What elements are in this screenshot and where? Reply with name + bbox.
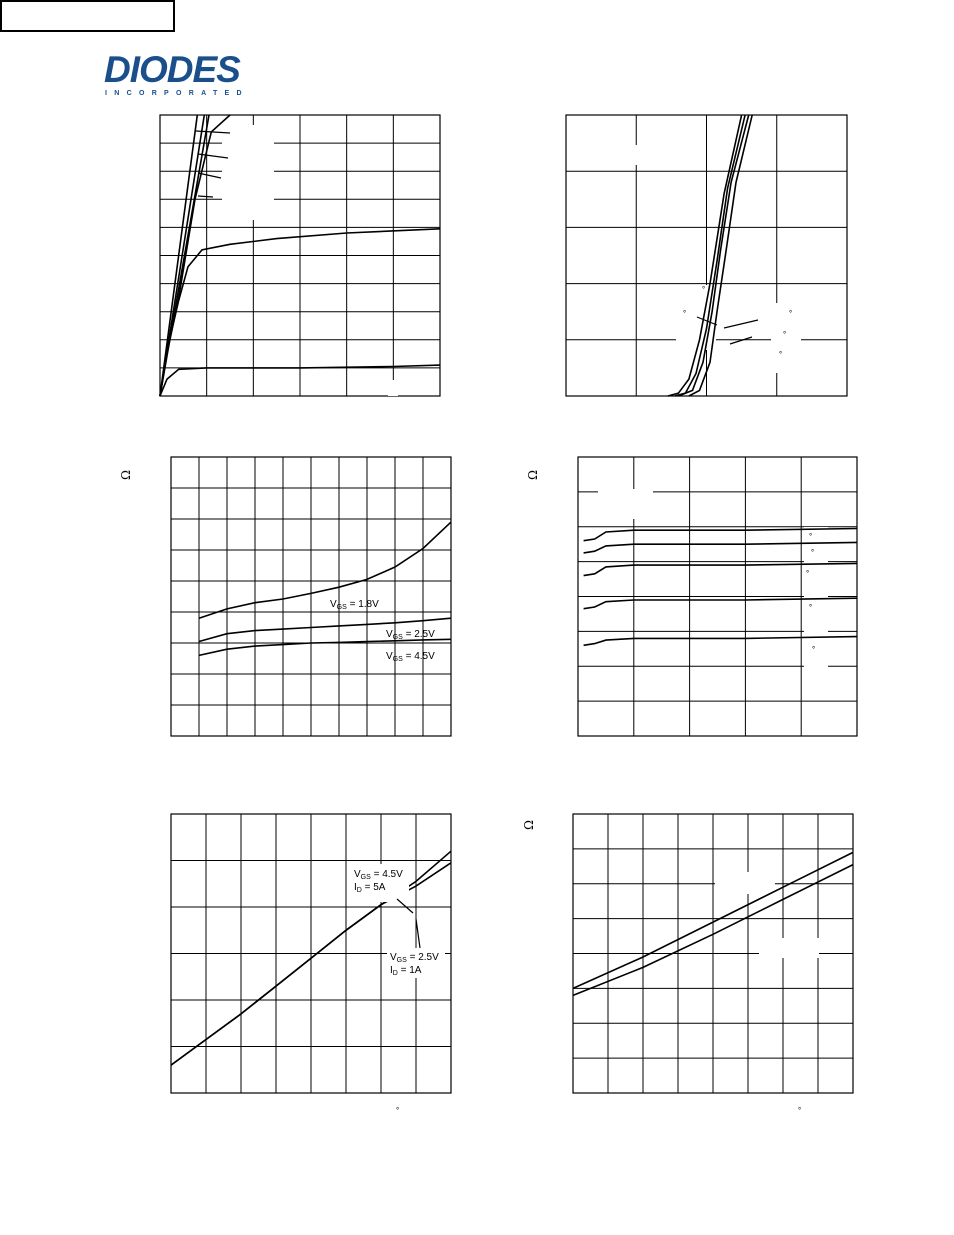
- degree-sign: °: [683, 309, 687, 318]
- ohm-symbol: Ω: [522, 820, 536, 830]
- arrow: [198, 196, 213, 197]
- label-id-5a: $I_D = 5A$: [354, 882, 386, 894]
- chart-grid: [566, 115, 847, 396]
- degree-sign: °: [779, 350, 783, 359]
- label-vgs-4-5v: $V_{GS} = 4.5V$: [354, 869, 403, 881]
- series-labels: [351, 864, 445, 978]
- chart-on-resistance-vs-drain-current: [171, 457, 451, 736]
- label-blank-area: [759, 938, 819, 958]
- arrow: [416, 919, 420, 948]
- degree-sign: °: [811, 548, 815, 557]
- label-blank-area: [626, 145, 651, 165]
- series-line-1: [199, 522, 451, 618]
- label-blank-area: [388, 380, 398, 396]
- label-id-1a: $I_D = 1A$: [390, 965, 422, 977]
- label-blank-area: [222, 125, 274, 220]
- ohm-symbol: Ω: [526, 470, 540, 480]
- degree-sign: °: [783, 330, 787, 339]
- degree-sign: °: [812, 645, 816, 654]
- series-line-2: [675, 115, 745, 396]
- chart-on-resistance-vs-temperature-2: [573, 814, 853, 1093]
- chart-on-resistance-vs-drain-current-temp: [578, 457, 857, 736]
- chart-grid: [171, 457, 451, 736]
- degree-sign: °: [702, 285, 706, 294]
- logo-wordmark: DIODES: [104, 50, 240, 90]
- arrow: [730, 337, 752, 344]
- ohm-symbol: Ω: [119, 470, 133, 480]
- series-line-3: [678, 115, 748, 396]
- arrow: [724, 320, 758, 328]
- series-label-vgs-2-5v: $V_{GS} = 2.5V$: [386, 629, 435, 641]
- degree-sign: °: [806, 569, 810, 578]
- chart-on-resistance-vs-temperature: [171, 814, 451, 1093]
- chart-output-characteristics: [160, 115, 440, 396]
- degree-symbol-fig5: [394, 1103, 406, 1117]
- logo-tagline: INCORPORATED: [105, 90, 249, 97]
- degree-sign: °: [809, 603, 813, 612]
- part-number-box: [0, 0, 175, 32]
- series-label-vgs-4-5v: $V_{GS} = 4.5V$: [386, 651, 435, 663]
- degree-sign: °: [789, 309, 793, 318]
- degree-sign: °: [396, 1106, 400, 1115]
- label-blank-area: [804, 527, 828, 667]
- ohm-symbol-fig4: [525, 466, 541, 482]
- diodes-logo: [104, 50, 274, 100]
- degree-sign: °: [809, 532, 813, 541]
- chart-transfer-characteristics: [566, 115, 847, 396]
- label-vgs-2-5v: $V_{GS} = 2.5V$: [390, 952, 439, 964]
- ohm-symbol-fig6: [521, 816, 537, 832]
- degree-sign: °: [798, 1106, 802, 1115]
- label-blank-area: [676, 285, 716, 350]
- label-blank-area: [598, 489, 653, 519]
- series-label-vgs-1-8v: $V_{GS} = 1.8V$: [330, 599, 379, 611]
- label-blank-area: [715, 872, 775, 894]
- degree-symbol-fig6: [796, 1103, 808, 1117]
- series-labels: [330, 599, 435, 663]
- ohm-symbol-fig3: [118, 466, 134, 482]
